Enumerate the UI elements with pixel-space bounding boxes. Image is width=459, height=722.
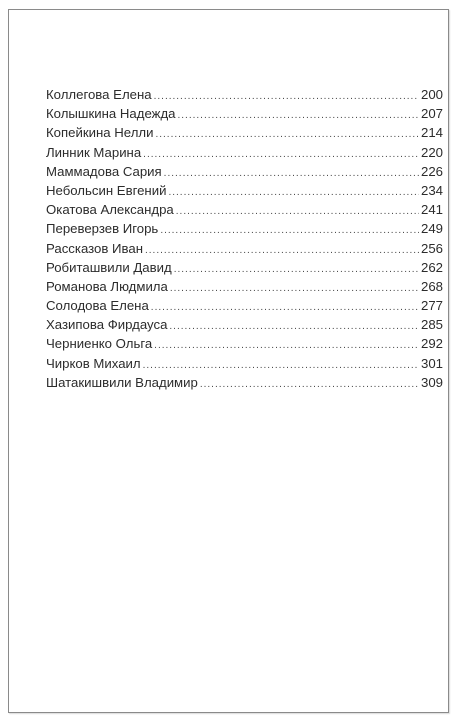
dot-leader [178,110,419,121]
toc-entry-page: 220 [420,144,443,160]
toc-entry-page: 309 [420,374,443,390]
table-of-contents [46,87,443,394]
toc-entry-name: Романова Людмила [46,278,168,294]
dot-leader [143,360,419,371]
toc-entry-name: Копейкина Нелли [46,125,154,141]
dot-leader [151,302,419,313]
toc-entry [46,125,443,144]
toc-entry-name: Небольсин Евгений [46,182,167,198]
toc-entry [46,202,443,221]
toc-entry-page: 277 [420,298,443,314]
dot-leader [145,245,419,256]
dot-leader [155,129,419,140]
toc-entry [46,336,443,355]
toc-entry [46,356,443,375]
toc-entry [46,145,443,164]
toc-entry-page: 241 [420,202,443,218]
toc-entry [46,317,443,336]
dot-leader [154,91,419,102]
dot-leader [169,321,419,332]
toc-entry [46,221,443,240]
toc-entry-page: 249 [420,221,443,237]
toc-entry-name: Колышкина Надежда [46,106,176,122]
toc-entry-page: 301 [420,355,443,371]
toc-entry [46,260,443,279]
toc-entry-page: 256 [420,240,443,256]
toc-entry-name: Линник Марина [46,144,142,160]
toc-entry-page: 200 [420,87,443,102]
toc-entry [46,183,443,202]
toc-entry-name: Черниенко Ольга [46,336,153,352]
toc-entry-page: 234 [420,182,443,198]
toc-entry [46,375,443,394]
toc-entry-name: Солодова Елена [46,298,149,314]
dot-leader [143,149,419,160]
toc-entry-name: Окатова Александра [46,202,174,218]
toc-entry-page: 292 [420,336,443,352]
dot-leader [170,283,419,294]
dot-leader [154,340,419,351]
toc-entry-page: 214 [420,125,443,141]
toc-entry-name: Рассказов Иван [46,240,143,256]
toc-entry-name: Коллегова Елена [46,87,152,102]
dot-leader [160,225,419,236]
toc-entry-name: Шатакишвили Владимир [46,374,198,390]
book-page [8,9,449,713]
toc-entry-name: Робиташвили Давид [46,259,172,275]
dot-leader [176,206,419,217]
toc-entry-name: Чирков Михаил [46,355,141,371]
toc-entry [46,106,443,125]
toc-entry-name: Маммадова Сария [46,163,162,179]
dot-leader [168,187,419,198]
dot-leader [200,379,419,390]
toc-entry-page: 285 [420,317,443,333]
toc-entry [46,279,443,298]
toc-entry-page: 268 [420,278,443,294]
toc-entry [46,298,443,317]
toc-entry [46,164,443,183]
toc-entry-name: Хазипова Фирдауса [46,317,168,333]
toc-entry [46,241,443,260]
toc-entry [46,87,443,106]
toc-entry-name: Переверзев Игорь [46,221,159,237]
dot-leader [174,264,419,275]
toc-entry-page: 226 [420,163,443,179]
toc-entry-page: 207 [420,106,443,122]
toc-entry-page: 262 [420,259,443,275]
dot-leader [164,168,419,179]
